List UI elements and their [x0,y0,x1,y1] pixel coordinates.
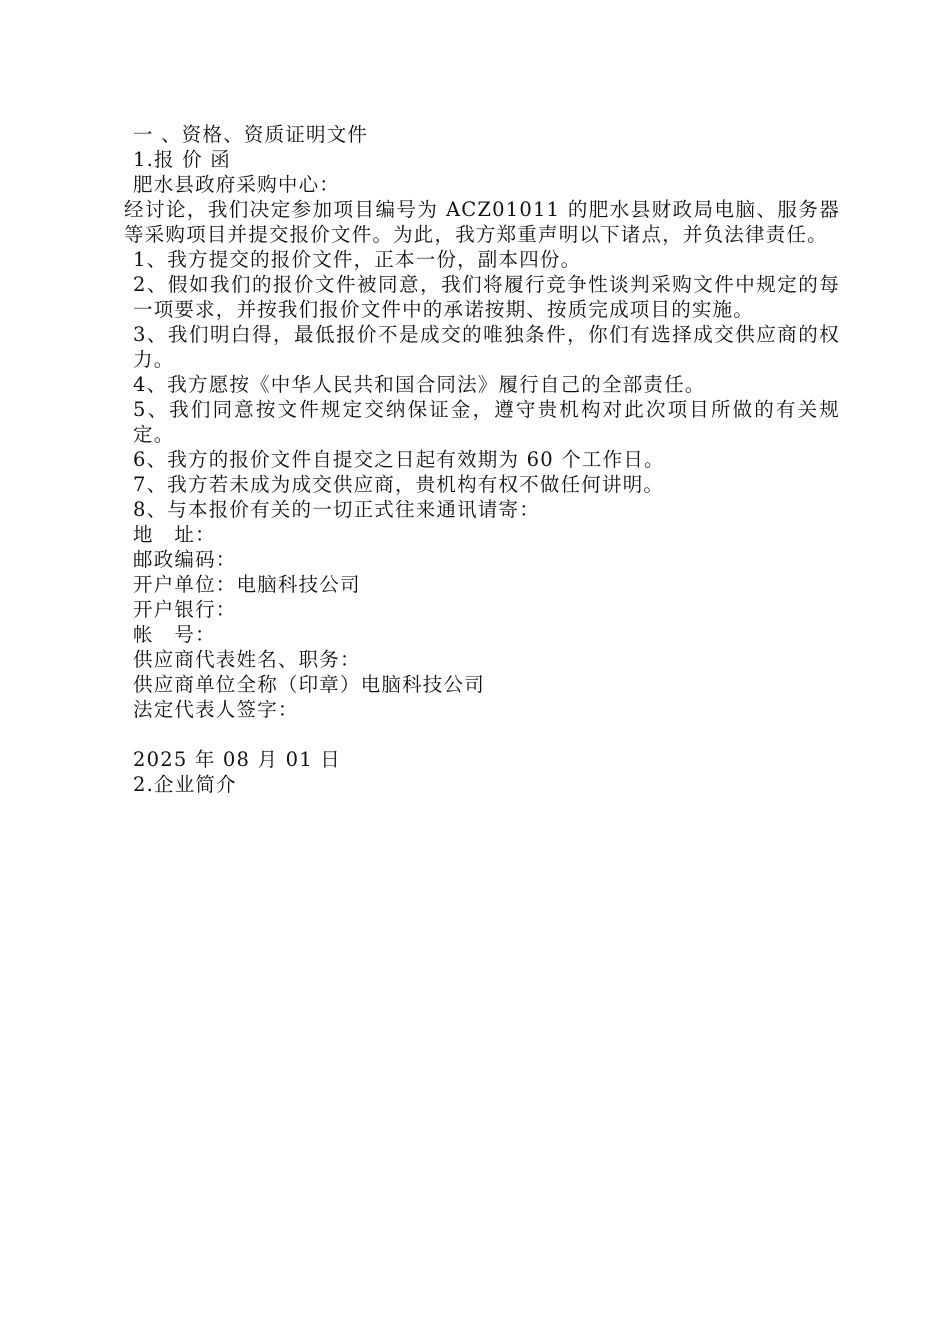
blank-line [114,722,840,747]
point-2: 2、假如我们的报价文件被同意，我们将履行竞争性谈判采购文件中规定的每一项要求，并按我们报价文件中的承诺按期、按质完成项目的实施。 [133,273,840,321]
field-supplier-name: 供应商单位全称（印章）电脑科技公司 [133,673,485,696]
point-6: 6、我方的报价文件自提交之日起有效期为 60 个工作日。 [133,448,665,471]
field-representative: 供应商代表姓名、职务： [133,648,361,671]
item-title: 1.报 价 函 [133,148,231,171]
point-3: 3、我们明白得，最低报价不是成交的唯独条件，你们有选择成交供应商的权力。 [133,323,840,371]
point-4: 4、我方愿按《中华人民共和国合同法》履行自己的全部责任。 [133,373,706,396]
document-date: 2025 年 08 月 01 日 [133,748,341,771]
point-8: 8、与本报价有关的一切正式往来通讯请寄： [133,498,540,521]
field-account-number: 帐 号： [133,623,216,646]
field-bank: 开户银行： [133,598,237,621]
section-heading: 一 、资格、资质证明文件 [133,123,369,146]
field-account-holder: 开户单位：电脑科技公司 [133,573,361,596]
intro-paragraph: 经讨论，我们决定参加项目编号为 ACZ01011 的肥水县财政局电脑、服务器等采购项目并提交报价文件。为此，我方郑重声明以下诸点，并负法律责任。 [124,198,840,246]
point-7: 7、我方若未成为成交供应商，贵机构有权不做任何讲明。 [133,473,665,496]
field-postal-code: 邮政编码： [133,548,237,571]
point-5: 5、我们同意按文件规定交纳保证金，遵守贵机构对此次项目所做的有关规定。 [133,398,840,446]
addressee: 肥水县政府采购中心： [133,173,341,196]
next-item-title: 2.企业简介 [133,773,237,796]
field-legal-signature: 法定代表人签字： [133,698,299,721]
document-body [114,122,840,797]
field-address: 地 址： [133,523,216,546]
point-1: 1、我方提交的报价文件，正本一份，副本四份。 [133,248,582,271]
